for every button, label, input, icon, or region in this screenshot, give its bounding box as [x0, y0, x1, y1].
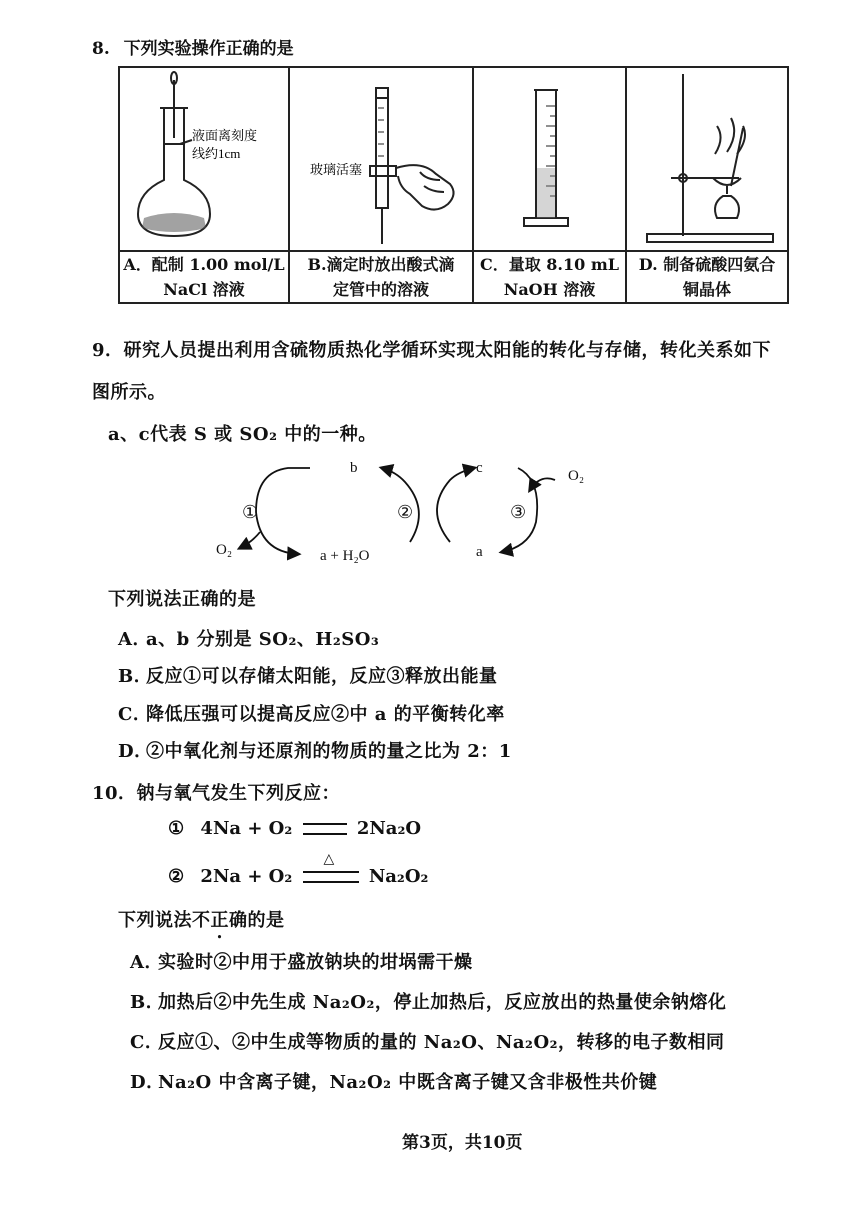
q9-note: a、c代表 S 或 SO₂ 中的一种。 [108, 424, 377, 445]
q10-option-b-label: B． [130, 992, 165, 1013]
q8-option-a-line1: A．配制 1.00 mol/L [123, 255, 285, 274]
q9-option-c[interactable] [118, 700, 505, 726]
eq1-equals-sign [303, 823, 347, 835]
q10-prompt-pre: 下列说法 [118, 910, 192, 931]
q9-prompt: 下列说法正确的是 [108, 589, 256, 610]
q8-number: 8. [92, 39, 110, 59]
eq1-right: 2Na₂O [356, 818, 422, 839]
diagram-r3: ③ [510, 502, 527, 522]
diagram-a-h2o: a + H₂O [320, 548, 370, 564]
q8-option-c-line2: NaOH 溶液 [503, 280, 596, 299]
eq1-left: 4Na + O₂ [200, 818, 293, 839]
diagram-b: b [350, 460, 358, 476]
diagram-o2-left: O₂ [216, 542, 233, 558]
q10-prompt-emphasis: 不正确 [192, 910, 248, 931]
q8-option-c[interactable] [473, 251, 626, 303]
q9-option-c-label: C． [118, 704, 152, 725]
eq2-right: Na₂O₂ [368, 866, 429, 887]
q8-option-a-line2: NaCl 溶液 [163, 280, 245, 299]
sulfur-cycle-diagram [200, 450, 620, 580]
diagram-r2: ② [397, 502, 414, 522]
q9-option-b[interactable] [118, 662, 498, 688]
evaporation-setup-figure [627, 68, 787, 250]
burette-figure [290, 68, 472, 250]
q9-option-d-text: ②中氧化剂与还原剂的物质的量之比为 2：1 [146, 741, 512, 762]
heating-symbol: △ [323, 851, 335, 867]
q10-stem: 10．钠与氧气发生下列反应： [92, 783, 341, 804]
eq2-number: ② [168, 866, 185, 887]
q8-option-d-line2: 铜晶体 [682, 280, 731, 299]
q10-option-c-text: 反应①、②中生成等物质的量的 Na₂O、Na₂O₂，转移的电子数相同 [158, 1032, 725, 1053]
q8-stem: 下列实验操作正确的是 [123, 39, 294, 59]
diagram-c: c [476, 460, 483, 476]
q10-option-c-label: C． [130, 1032, 164, 1053]
eq2-condition-sign [303, 851, 359, 883]
fig-a-note-2: 线约1cm [192, 146, 241, 161]
q8-option-b-line1: B.滴定时放出酸式滴 [307, 255, 455, 274]
q9-stem-line1: 9．研究人员提出利用含硫物质热化学循环实现太阳能的转化与存储，转化关系如下 [92, 340, 772, 361]
q8-figure-a-cell [119, 67, 289, 251]
eq2-left: 2Na + O₂ [200, 866, 293, 887]
q10-equation-1 [168, 818, 421, 839]
q10-prompt-post: 的是 [247, 910, 285, 931]
q10-option-b[interactable] [130, 988, 726, 1014]
volumetric-flask-figure [120, 68, 288, 250]
q8-figure-b-cell [289, 67, 473, 251]
q10-option-d-text: Na₂O 中含离子键，Na₂O₂ 中既含离子键又含非极性共价键 [158, 1072, 658, 1093]
q8-figure-d-cell [626, 67, 788, 251]
q10-option-b-text: 加热后②中先生成 Na₂O₂，停止加热后，反应放出的热量使余钠熔化 [158, 992, 727, 1013]
q8-option-a[interactable] [119, 251, 289, 303]
fig-a-note-1: 液面离刻度 [192, 128, 258, 143]
q10-prompt [118, 906, 285, 932]
graduated-cylinder-figure [474, 68, 625, 250]
diagram-o2-right: O₂ [568, 468, 585, 484]
q10-option-a-label: A． [130, 952, 163, 973]
eq1-number: ① [168, 818, 185, 839]
q10-option-d[interactable] [130, 1068, 657, 1094]
q9-option-a[interactable] [118, 625, 379, 651]
q9-option-b-label: B． [118, 666, 153, 687]
diagram-a: a [476, 544, 483, 560]
q9-option-d-label: D． [118, 741, 153, 762]
q10-equation-2 [168, 851, 429, 887]
q9-option-a-text: a、b 分别是 SO₂、H₂SO₃ [146, 629, 380, 650]
q10-option-d-label: D． [130, 1072, 165, 1093]
q10-option-a[interactable] [130, 948, 473, 974]
q10-option-a-text: 实验时②中用于盛放钠块的坩埚需干燥 [158, 952, 473, 973]
fig-b-note: 玻璃活塞 [310, 162, 363, 177]
q8-options-table [118, 66, 789, 304]
q9-option-a-label: A． [118, 629, 151, 650]
q8-option-c-line1: C．量取 8.10 mL [479, 255, 620, 274]
q8-option-b[interactable] [289, 251, 473, 303]
diagram-r1: ① [242, 502, 259, 522]
q9-option-c-text: 降低压强可以提高反应②中 a 的平衡转化率 [146, 704, 505, 725]
q9-option-b-text: 反应①可以存储太阳能，反应③释放出能量 [146, 666, 498, 687]
q9-stem-line2: 图所示。 [92, 382, 166, 403]
q9-option-d[interactable] [118, 737, 512, 763]
q8-option-d-line1: D. 制备硫酸四氨合 [638, 255, 776, 274]
q8-heading [92, 34, 294, 59]
page-footer: 第3页，共10页 [402, 1133, 523, 1153]
q8-option-b-line2: 定管中的溶液 [332, 280, 429, 299]
q10-option-c[interactable] [130, 1028, 725, 1054]
q8-figure-c-cell [473, 67, 626, 251]
q8-option-d[interactable] [626, 251, 788, 303]
